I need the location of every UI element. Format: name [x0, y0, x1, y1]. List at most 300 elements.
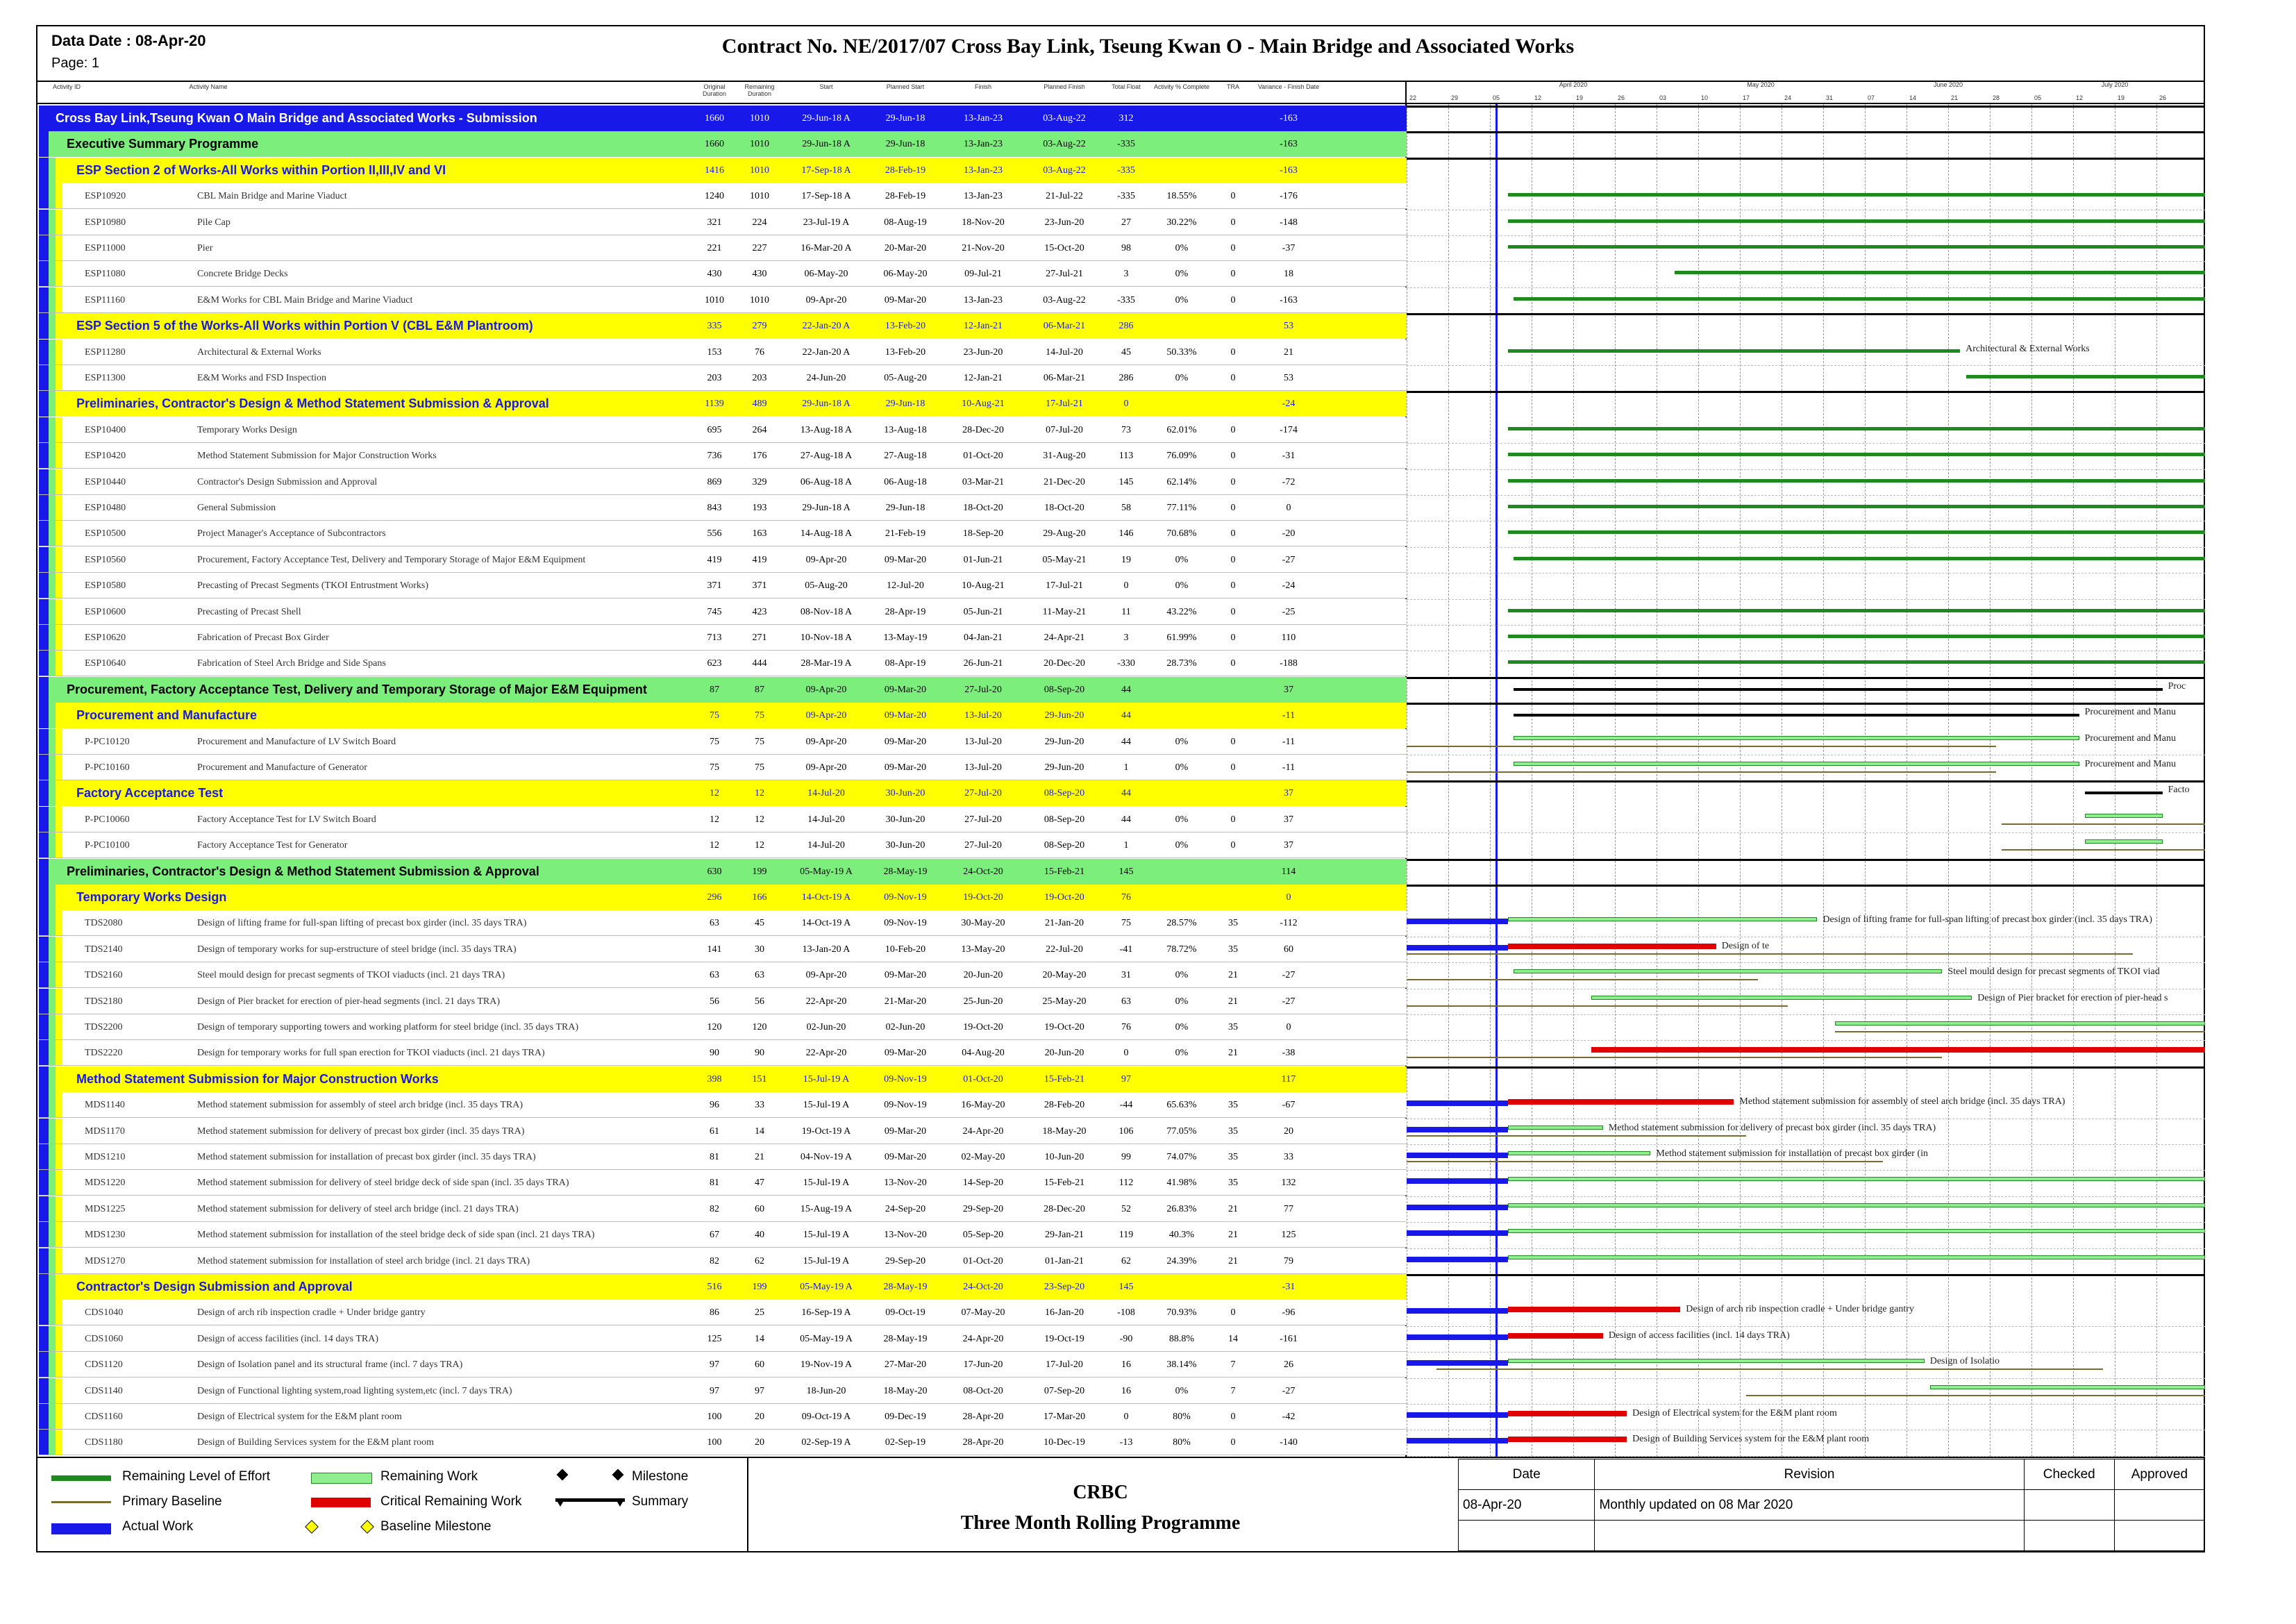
- cell-var: 18: [1284, 269, 1293, 280]
- table-row[interactable]: [39, 1352, 1407, 1378]
- cell-od: 221: [707, 243, 722, 253]
- cell-pct: 50.33%: [1166, 346, 1197, 358]
- cell-tra: [1216, 1274, 1250, 1300]
- cell-pct: 24.39%: [1166, 1255, 1197, 1266]
- wbs-level-stripe: [39, 1014, 49, 1039]
- cell-tf: 1: [1123, 762, 1129, 773]
- cell-tra: 21: [1228, 1230, 1238, 1241]
- legend-remaining-swatch: [311, 1473, 372, 1484]
- cell-pfinish: 08-Sep-20: [1044, 814, 1085, 825]
- cell-od: 12: [710, 788, 719, 799]
- cell-finish: 16-May-20: [961, 1100, 1005, 1111]
- cell-start: 23-Jul-19 A: [803, 217, 850, 228]
- table-row[interactable]: [39, 547, 1407, 573]
- activity-id: ESP10600: [85, 606, 126, 617]
- activity-name: E&M Works and FSD Inspection: [197, 373, 327, 383]
- wbs-level-stripe: [39, 469, 49, 494]
- table-row[interactable]: [39, 287, 1407, 313]
- cell-pct: 0%: [1175, 269, 1189, 280]
- wbs-row[interactable]: [39, 1274, 1407, 1300]
- table-row[interactable]: [39, 183, 1407, 209]
- wbs-row[interactable]: [39, 780, 1407, 806]
- wbs-level-stripe: [49, 1222, 56, 1247]
- wbs-level-stripe: [39, 443, 49, 468]
- cell-tra: 0: [1230, 191, 1236, 202]
- table-row[interactable]: [39, 443, 1407, 469]
- activity-name: Pile Cap: [197, 217, 231, 228]
- cell-var: 0: [1286, 892, 1291, 903]
- wbs-name: ESP Section 5 of the Works-All Works within Portion V (CBL E&M Plantroom): [76, 319, 533, 333]
- cell-start: 16-Mar-20 A: [801, 243, 852, 253]
- wbs-level-stripe: [56, 1248, 62, 1273]
- activity-name: Design of Pier bracket for erection of pier-head segments (incl. 21 days TRA): [197, 996, 501, 1007]
- cell-rd: 25: [755, 1307, 764, 1319]
- wbs-row[interactable]: [39, 703, 1407, 728]
- cell-tra: 0: [1230, 1307, 1236, 1319]
- cell-tra: 0: [1230, 554, 1236, 565]
- cell-tra: 0: [1230, 451, 1236, 462]
- table-row[interactable]: [39, 1222, 1407, 1248]
- table-row[interactable]: [39, 417, 1407, 443]
- cell-pfinish: 07-Jul-20: [1046, 424, 1083, 435]
- wbs-level-stripe: [56, 1326, 62, 1351]
- cell-od: 630: [707, 866, 722, 877]
- rev-empty: [2024, 1521, 2114, 1551]
- wbs-level-stripe: [49, 287, 56, 312]
- cell-pfinish: 18-Oct-20: [1044, 503, 1084, 513]
- cell-od: 371: [707, 580, 722, 592]
- cell-var: -188: [1280, 658, 1298, 669]
- cell-tf: 62: [1121, 1255, 1131, 1266]
- wbs-level-stripe: [39, 677, 49, 703]
- cell-var: -163: [1280, 139, 1298, 150]
- table-row[interactable]: [39, 1144, 1407, 1170]
- gantt-row-separator: [1407, 261, 2205, 262]
- wbs-level-stripe: [49, 547, 56, 572]
- wbs-name: Procurement and Manufacture: [76, 708, 258, 723]
- wbs-level-stripe: [49, 755, 56, 780]
- table-row[interactable]: [39, 599, 1407, 625]
- cell-start: 29-Jun-18 A: [802, 399, 850, 410]
- cell-od: 713: [707, 633, 722, 643]
- wbs-level-stripe: [39, 651, 49, 676]
- gantt-row-separator: [1407, 1119, 2205, 1120]
- cell-var: 77: [1284, 1203, 1293, 1214]
- rev-text: Monthly updated on 08 Mar 2020: [1595, 1490, 2024, 1521]
- bar-label: Method statement submission for assembly of steel arch bridge (incl. 35 days TRA): [1739, 1096, 2065, 1107]
- cell-start: 15-Jul-19 A: [803, 1178, 850, 1189]
- cell-rd: 97: [755, 1385, 764, 1396]
- wbs-level-stripe: [39, 547, 49, 572]
- cell-od: 75: [710, 710, 719, 721]
- wbs-level-stripe: [49, 313, 56, 339]
- wbs-row[interactable]: [39, 859, 1407, 885]
- bar-label: Steel mould design for precast segments of TKOI viad: [1947, 966, 2160, 978]
- table-row[interactable]: [39, 910, 1407, 936]
- cell-tf: 58: [1121, 503, 1131, 513]
- cell-tra: 14: [1228, 1333, 1238, 1344]
- cell-pstart: 27-Aug-18: [884, 451, 927, 462]
- remaining-work-bar: [1835, 1021, 2205, 1026]
- cell-tf: 45: [1121, 346, 1131, 358]
- cell-od: 67: [710, 1230, 719, 1241]
- activity-id: ESP11280: [85, 346, 126, 358]
- cell-rd: 76: [755, 346, 764, 358]
- cell-var: -38: [1282, 1048, 1296, 1059]
- cell-start: 06-May-20: [804, 269, 848, 280]
- cell-start: 05-May-19 A: [800, 1333, 853, 1344]
- table-row[interactable]: [39, 1170, 1407, 1196]
- wbs-level-stripe: [39, 183, 49, 208]
- cell-tra: 0: [1230, 476, 1236, 487]
- table-row[interactable]: [39, 1196, 1407, 1222]
- table-row[interactable]: [39, 261, 1407, 287]
- table-row[interactable]: [39, 651, 1407, 676]
- table-row[interactable]: [39, 1404, 1407, 1430]
- table-row[interactable]: [39, 937, 1407, 962]
- remaining-work-bar: [2085, 839, 2162, 844]
- wbs-level-stripe: [39, 340, 49, 365]
- cell-od: 745: [707, 606, 722, 617]
- cell-tra: 0: [1230, 736, 1236, 747]
- wbs-level-stripe: [56, 340, 62, 365]
- cell-tf: 63: [1121, 996, 1131, 1007]
- wbs-level-stripe: [39, 962, 49, 987]
- table-row[interactable]: [39, 495, 1407, 521]
- wbs-row[interactable]: [39, 313, 1407, 339]
- cell-finish: 14-Sep-20: [962, 1178, 1004, 1189]
- cell-pfinish: 19-Oct-19: [1044, 1333, 1084, 1344]
- cell-pfinish: 15-Feb-21: [1044, 1073, 1085, 1085]
- cell-var: -24: [1282, 580, 1296, 592]
- cell-tra: 35: [1228, 1100, 1238, 1111]
- wbs-level-stripe: [49, 365, 56, 390]
- wbs-level-stripe: [56, 1378, 62, 1403]
- cell-tra: [1216, 780, 1250, 806]
- remaining-work-bar: [1508, 1203, 2205, 1207]
- wbs-row[interactable]: [39, 677, 1407, 703]
- cell-rd: 12: [755, 814, 764, 825]
- cell-finish: 13-Jul-20: [964, 736, 1002, 747]
- cell-od: 90: [710, 1048, 719, 1059]
- activity-name: Contractor's Design Submission and Approval: [197, 476, 378, 487]
- cell-pct: 0%: [1175, 762, 1189, 773]
- cell-pfinish: 15-Feb-21: [1044, 1178, 1085, 1189]
- cell-rd: 1010: [750, 191, 769, 202]
- cell-pstart: 09-Mar-20: [884, 970, 927, 981]
- table-row[interactable]: [39, 1378, 1407, 1404]
- cell-od: 623: [707, 658, 722, 669]
- table-row[interactable]: [39, 625, 1407, 651]
- rev-header-checked: Checked: [2024, 1459, 2114, 1490]
- cell-pstart: 09-Oct-19: [885, 1307, 925, 1319]
- wbs-level-stripe: [56, 651, 62, 676]
- wbs-level-stripe: [39, 885, 49, 910]
- column-header: Activity ID: [52, 83, 81, 90]
- activity-name: Method statement submission for delivery of steel arch bridge (incl. 21 days TRA): [197, 1203, 519, 1214]
- bar-label: Procurement and Manu: [2084, 759, 2176, 769]
- cell-pstart: 09-Dec-19: [885, 1412, 926, 1422]
- cell-finish: 19-Oct-20: [963, 1022, 1003, 1032]
- legend-summary-label: Summary: [632, 1494, 689, 1509]
- cell-start: 29-Jun-18 A: [802, 503, 850, 513]
- cell-pstart: 09-Mar-20: [884, 1152, 927, 1162]
- wbs-level-stripe: [39, 1404, 49, 1429]
- cell-tf: -90: [1119, 1333, 1133, 1344]
- wbs-level-stripe: [56, 599, 62, 624]
- wbs-level-stripe: [49, 521, 56, 546]
- wbs-level-stripe: [56, 417, 62, 442]
- remaining-work-bar: [1508, 1151, 1651, 1155]
- remaining-loe-bar: [1508, 453, 2205, 456]
- cell-start: 14-Jul-20: [807, 840, 845, 851]
- cell-tf: -335: [1117, 165, 1135, 176]
- cell-pct: 28.57%: [1166, 918, 1197, 929]
- activity-id: CDS1120: [85, 1359, 123, 1371]
- cell-start: 09-Apr-20: [805, 554, 847, 565]
- activity-id: P-PC10100: [85, 840, 130, 851]
- bar-label: Design of te: [1721, 940, 1770, 951]
- cell-od: 81: [710, 1152, 719, 1162]
- cell-var: 114: [1281, 866, 1296, 877]
- wbs-level-stripe: [39, 1119, 49, 1144]
- gantt-group-separator: [1407, 391, 2205, 393]
- table-row[interactable]: [39, 573, 1407, 598]
- wbs-row[interactable]: [39, 885, 1407, 910]
- cell-pfinish: 05-May-21: [1042, 554, 1087, 565]
- activity-name: Temporary Works Design: [197, 424, 297, 435]
- cell-pstart: 30-Jun-20: [885, 840, 925, 851]
- cell-finish: 12-Jan-21: [964, 373, 1003, 383]
- cell-rd: 279: [752, 321, 767, 332]
- cell-var: -37: [1282, 243, 1296, 253]
- wbs-level-stripe: [39, 1222, 49, 1247]
- wbs-name: Factory Acceptance Test: [76, 786, 224, 801]
- activity-id: ESP10420: [85, 451, 126, 462]
- cell-rd: 423: [752, 606, 767, 617]
- cell-od: 86: [710, 1307, 719, 1319]
- cell-pstart: 29-Jun-18: [885, 139, 925, 150]
- cell-od: 335: [707, 321, 722, 332]
- cell-tra: 0: [1230, 762, 1236, 773]
- wbs-name: Executive Summary Programme: [67, 137, 259, 151]
- cell-pfinish: 08-Sep-20: [1044, 684, 1085, 695]
- bar-label: Design of Isolatio: [1929, 1356, 2000, 1367]
- table-row[interactable]: [39, 210, 1407, 235]
- table-row[interactable]: [39, 1430, 1407, 1455]
- cell-tf: 119: [1118, 1230, 1134, 1241]
- wbs-level-stripe: [39, 859, 49, 885]
- wbs-level-stripe: [49, 962, 56, 987]
- gantt-group-separator: [1407, 703, 2205, 705]
- activity-name: Design of lifting frame for full-span lifting of precast box girder (incl. 35 days TRA): [197, 918, 527, 929]
- cell-pct: 70.68%: [1166, 528, 1197, 539]
- table-row[interactable]: [39, 1040, 1407, 1066]
- wbs-level-stripe: [39, 261, 49, 286]
- cell-pstart: 06-May-20: [883, 269, 928, 280]
- wbs-level-stripe: [49, 235, 56, 260]
- table-row[interactable]: [39, 989, 1407, 1014]
- activity-id: CDS1160: [85, 1412, 123, 1422]
- cell-od: 1416: [705, 165, 724, 176]
- table-row[interactable]: [39, 755, 1407, 780]
- cell-tf: -330: [1117, 658, 1135, 669]
- cell-rd: 329: [752, 476, 767, 487]
- gantt-row-separator: [1407, 599, 2205, 601]
- cell-var: -163: [1280, 165, 1298, 176]
- cell-od: 81: [710, 1178, 719, 1189]
- table-row[interactable]: [39, 1248, 1407, 1274]
- cell-rd: 30: [755, 944, 764, 955]
- cell-pct: [1147, 391, 1216, 417]
- cell-finish: 07-May-20: [961, 1307, 1005, 1319]
- cell-pstart: 29-Jun-18: [885, 113, 925, 124]
- bar-label: Design of access facilities (incl. 14 days TRA): [1608, 1330, 1790, 1341]
- activity-name: Method statement submission for installation of steel arch bridge (incl. 21 days TRA): [197, 1255, 530, 1266]
- cell-start: 09-Apr-20: [805, 294, 847, 305]
- table-row[interactable]: [39, 807, 1407, 832]
- cell-pct: [1147, 677, 1216, 703]
- wbs-row[interactable]: [39, 158, 1407, 183]
- cell-rd: 166: [752, 892, 767, 903]
- table-row[interactable]: [39, 521, 1407, 546]
- cell-start: 15-Jul-19 A: [803, 1255, 850, 1266]
- cell-finish: 18-Oct-20: [963, 503, 1003, 513]
- cell-finish: 24-Oct-20: [963, 866, 1003, 877]
- table-row[interactable]: [39, 729, 1407, 755]
- wbs-level-stripe: [49, 1040, 56, 1065]
- cell-rd: 12: [755, 788, 764, 799]
- cell-start: 13-Jan-20 A: [802, 944, 850, 955]
- cell-rd: 14: [755, 1333, 764, 1344]
- cell-pct: 30.22%: [1166, 217, 1197, 228]
- wbs-level-stripe: [49, 625, 56, 650]
- cell-pstart: 21-Mar-20: [884, 996, 927, 1007]
- wbs-row[interactable]: [39, 131, 1407, 157]
- cell-pfinish: 23-Jun-20: [1044, 217, 1084, 228]
- table-row[interactable]: [39, 235, 1407, 261]
- cell-tra: [1216, 391, 1250, 417]
- cell-pfinish: 08-Sep-20: [1044, 840, 1085, 851]
- cell-od: 100: [707, 1412, 722, 1422]
- wbs-row[interactable]: [39, 1066, 1407, 1092]
- cell-start: 17-Sep-18 A: [801, 191, 851, 202]
- legend-baseline-label: Primary Baseline: [122, 1494, 222, 1509]
- cell-start: 10-Nov-18 A: [800, 633, 853, 643]
- cell-pct: 61.99%: [1166, 633, 1197, 643]
- table-row[interactable]: [39, 469, 1407, 495]
- cell-tra: 21: [1228, 1048, 1238, 1059]
- cell-rd: 20: [755, 1437, 764, 1448]
- wbs-name: Preliminaries, Contractor's Design & Method Statement Submission & Approval: [67, 864, 539, 878]
- remaining-loe-bar: [1508, 660, 2205, 664]
- remaining-work-bar: [1508, 1255, 2205, 1259]
- cell-finish: 18-Sep-20: [962, 528, 1004, 539]
- activity-id: CDS1180: [85, 1437, 123, 1448]
- cell-var: 132: [1281, 1178, 1296, 1189]
- wbs-row[interactable]: [39, 106, 1407, 131]
- cell-finish: 23-Jun-20: [963, 346, 1003, 358]
- cell-pstart: 05-Aug-20: [884, 373, 927, 383]
- remaining-loe-bar: [1508, 609, 2205, 612]
- cell-var: 37: [1284, 788, 1293, 799]
- cell-tf: 73: [1121, 424, 1131, 435]
- cell-rd: 419: [752, 554, 767, 565]
- cell-tf: 3: [1123, 269, 1129, 280]
- table-row[interactable]: [39, 1119, 1407, 1144]
- table-row[interactable]: [39, 1092, 1407, 1118]
- critical-remaining-bar: [1508, 944, 1716, 949]
- table-row[interactable]: [39, 1014, 1407, 1040]
- remaining-work-bar: [1514, 762, 2079, 766]
- remaining-loe-bar: [1966, 375, 2205, 378]
- wbs-level-stripe: [39, 1092, 49, 1117]
- cell-tra: 0: [1230, 814, 1236, 825]
- cell-var: 125: [1281, 1230, 1296, 1241]
- cell-od: 63: [710, 970, 719, 981]
- cell-pstart: 28-Feb-19: [885, 191, 926, 202]
- wbs-level-stripe: [56, 1352, 62, 1377]
- cell-tf: 145: [1118, 476, 1134, 487]
- table-row[interactable]: [39, 1300, 1407, 1325]
- wbs-level-stripe: [56, 1092, 62, 1117]
- cell-tf: 0: [1123, 399, 1129, 410]
- cell-pstart: 02-Sep-19: [885, 1437, 926, 1448]
- cell-tra: [1216, 158, 1250, 183]
- cell-od: 61: [710, 1125, 719, 1137]
- table-row[interactable]: [39, 1326, 1407, 1352]
- wbs-level-stripe: [39, 599, 49, 624]
- wbs-row[interactable]: [39, 391, 1407, 417]
- cell-var: -20: [1282, 528, 1296, 539]
- table-row[interactable]: [39, 365, 1407, 391]
- gantt-group-separator: [1407, 1274, 2205, 1276]
- cell-pfinish: 20-Dec-20: [1044, 658, 1085, 669]
- cell-finish: 17-Jun-20: [963, 1359, 1003, 1371]
- baseline-bar: [1436, 1368, 2103, 1370]
- cell-tra: 35: [1228, 944, 1238, 955]
- cell-start: 09-Apr-20: [805, 970, 847, 981]
- wbs-name: Cross Bay Link,Tseung Kwan O Main Bridge and Associated Works - Submission: [56, 111, 537, 125]
- wbs-level-stripe: [39, 755, 49, 780]
- wbs-name: ESP Section 2 of Works-All Works within Portion II,III,IV and VI: [76, 162, 446, 177]
- activity-id: ESP10440: [85, 476, 126, 487]
- cell-pfinish: 03-Aug-22: [1043, 165, 1086, 176]
- table-row[interactable]: [39, 340, 1407, 365]
- gantt-row-separator: [1407, 651, 2205, 652]
- cell-finish: 29-Sep-20: [962, 1203, 1004, 1214]
- cell-finish: 24-Oct-20: [963, 1282, 1003, 1292]
- table-row[interactable]: [39, 962, 1407, 988]
- cell-var: 26: [1284, 1359, 1293, 1371]
- gantt-group-separator: [1407, 313, 2205, 315]
- cell-rd: 60: [755, 1203, 764, 1214]
- cell-pstart: 09-Mar-20: [884, 762, 927, 773]
- cell-finish: 24-Apr-20: [962, 1333, 1004, 1344]
- activity-name: Method statement submission for assembly of steel arch bridge (incl. 35 days TRA): [197, 1100, 523, 1111]
- cell-pstart: 12-Jul-20: [887, 580, 924, 592]
- gantt-row-separator: [1407, 521, 2205, 522]
- cell-tf: -44: [1119, 1100, 1133, 1111]
- table-row[interactable]: [39, 832, 1407, 858]
- timeline-day-label: 21: [1951, 94, 1959, 101]
- activity-name: Fabrication of Precast Box Girder: [197, 633, 329, 643]
- cell-tf: 98: [1121, 243, 1131, 253]
- wbs-level-stripe: [49, 1404, 56, 1429]
- gantt-group-separator: [1407, 1066, 2205, 1069]
- gantt-row-separator: [1407, 1352, 2205, 1353]
- timeline-day-label: 24: [1784, 94, 1792, 101]
